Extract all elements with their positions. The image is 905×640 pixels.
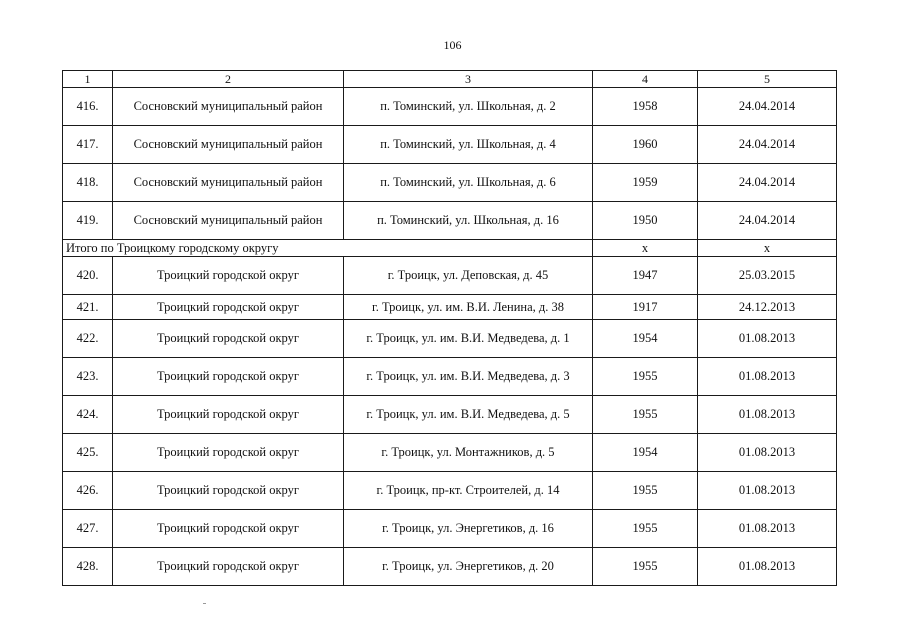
year-cell: 1950	[593, 202, 698, 240]
column-number-2: 2	[113, 71, 344, 88]
date-cell: 24.04.2014	[698, 88, 837, 126]
year-cell: 1960	[593, 126, 698, 164]
date-cell: 01.08.2013	[698, 434, 837, 472]
district-cell: Троицкий городской округ	[113, 320, 344, 358]
address-cell: г. Троицк, ул. Энергетиков, д. 20	[344, 548, 593, 586]
district-cell: Сосновский муниципальный район	[113, 164, 344, 202]
date-cell: 24.04.2014	[698, 126, 837, 164]
year-cell: 1955	[593, 472, 698, 510]
table-row	[63, 510, 837, 548]
district-cell: Троицкий городской округ	[113, 396, 344, 434]
row-number-cell: 425.	[63, 434, 113, 472]
date-cell: 01.08.2013	[698, 320, 837, 358]
district-cell: Троицкий городской округ	[113, 548, 344, 586]
table-row	[63, 472, 837, 510]
scan-speck	[203, 603, 206, 604]
district-cell: Троицкий городской округ	[113, 434, 344, 472]
address-cell: п. Томинский, ул. Школьная, д. 6	[344, 164, 593, 202]
year-cell: 1958	[593, 88, 698, 126]
table-row	[63, 164, 837, 202]
address-cell: г. Троицк, ул. Энергетиков, д. 16	[344, 510, 593, 548]
date-cell: 24.12.2013	[698, 295, 837, 320]
table-row	[63, 434, 837, 472]
date-cell: 01.08.2013	[698, 548, 837, 586]
row-number-cell: 421.	[63, 295, 113, 320]
column-number-5: 5	[698, 71, 837, 88]
date-cell: 24.04.2014	[698, 164, 837, 202]
table-row	[63, 88, 837, 126]
column-number-3: 3	[344, 71, 593, 88]
year-cell: 1955	[593, 358, 698, 396]
row-number-cell: 420.	[63, 257, 113, 295]
date-cell: 01.08.2013	[698, 396, 837, 434]
row-number-cell: 416.	[63, 88, 113, 126]
date-cell: 01.08.2013	[698, 472, 837, 510]
table-row	[63, 295, 837, 320]
address-cell: г. Троицк, ул. Монтажников, д. 5	[344, 434, 593, 472]
district-cell: Троицкий городской округ	[113, 295, 344, 320]
address-cell: г. Троицк, ул. им. В.И. Медведева, д. 3	[344, 358, 593, 396]
column-number-4: 4	[593, 71, 698, 88]
table-row	[63, 396, 837, 434]
address-cell: г. Троицк, ул. им. В.И. Медведева, д. 1	[344, 320, 593, 358]
year-cell: 1947	[593, 257, 698, 295]
address-cell: п. Томинский, ул. Школьная, д. 4	[344, 126, 593, 164]
district-cell: Троицкий городской округ	[113, 510, 344, 548]
row-number-cell: 426.	[63, 472, 113, 510]
date-cell: 01.08.2013	[698, 510, 837, 548]
row-number-cell: 422.	[63, 320, 113, 358]
column-number-header-row	[63, 71, 837, 88]
row-number-cell: 419.	[63, 202, 113, 240]
date-cell: 01.08.2013	[698, 358, 837, 396]
subtotal-label: Итого по Троицкому городскому округу	[63, 240, 593, 257]
address-cell: г. Троицк, ул. Деповская, д. 45	[344, 257, 593, 295]
district-cell: Троицкий городской округ	[113, 472, 344, 510]
row-number-cell: 424.	[63, 396, 113, 434]
table-row	[63, 202, 837, 240]
table-row	[63, 257, 837, 295]
district-cell: Сосновский муниципальный район	[113, 126, 344, 164]
address-cell: г. Троицк, пр-кт. Строителей, д. 14	[344, 472, 593, 510]
year-cell: 1959	[593, 164, 698, 202]
year-cell: 1954	[593, 320, 698, 358]
year-cell: 1955	[593, 548, 698, 586]
row-number-cell: 423.	[63, 358, 113, 396]
row-number-cell: 427.	[63, 510, 113, 548]
subtotal-row	[63, 240, 837, 257]
district-cell: Сосновский муниципальный район	[113, 202, 344, 240]
column-number-1: 1	[63, 71, 113, 88]
table-row	[63, 126, 837, 164]
date-cell: 24.04.2014	[698, 202, 837, 240]
subtotal-date-cell: х	[698, 240, 837, 257]
year-cell: 1917	[593, 295, 698, 320]
address-cell: г. Троицк, ул. им. В.И. Ленина, д. 38	[344, 295, 593, 320]
address-cell: п. Томинский, ул. Школьная, д. 2	[344, 88, 593, 126]
year-cell: 1954	[593, 434, 698, 472]
address-cell: г. Троицк, ул. им. В.И. Медведева, д. 5	[344, 396, 593, 434]
year-cell: 1955	[593, 396, 698, 434]
subtotal-year-cell: х	[593, 240, 698, 257]
row-number-cell: 418.	[63, 164, 113, 202]
address-cell: п. Томинский, ул. Школьная, д. 16	[344, 202, 593, 240]
district-cell: Троицкий городской округ	[113, 358, 344, 396]
district-cell: Троицкий городской округ	[113, 257, 344, 295]
registry-table	[62, 70, 837, 586]
year-cell: 1955	[593, 510, 698, 548]
district-cell: Сосновский муниципальный район	[113, 88, 344, 126]
row-number-cell: 428.	[63, 548, 113, 586]
row-number-cell: 417.	[63, 126, 113, 164]
table-row	[63, 548, 837, 586]
page-number: 106	[443, 38, 462, 52]
date-cell: 25.03.2015	[698, 257, 837, 295]
table-row	[63, 358, 837, 396]
table-row	[63, 320, 837, 358]
